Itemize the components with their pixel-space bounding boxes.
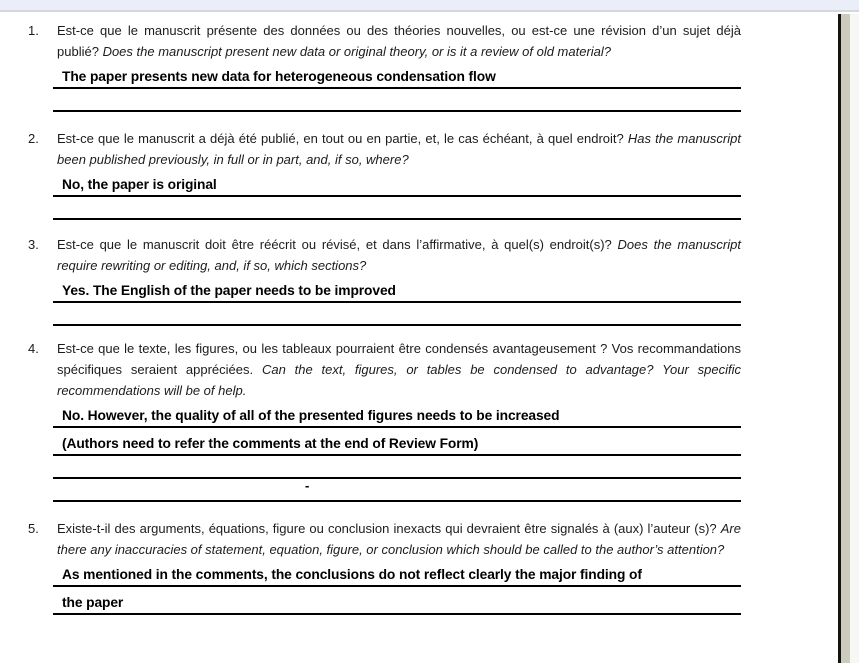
- question-number: 4.: [28, 341, 39, 356]
- answer-line[interactable]: No. However, the quality of all of the presented figures needs to be increased: [53, 403, 741, 428]
- review-form: [0, 14, 838, 615]
- question-number: 2.: [28, 131, 39, 146]
- question-number: 3.: [28, 237, 39, 252]
- question-text-french: Est-ce que le manuscrit a déjà été publié, en tout ou en partie, et, le cas échéant, à quel endroit?: [57, 131, 624, 146]
- question-text-english: Can the text, figures, or tables be condensed to advantage? Your specific recommendations will be of help.: [57, 362, 741, 398]
- question-block-3: [0, 234, 838, 326]
- question-text: [57, 20, 741, 62]
- blank-answer-line[interactable]: [53, 91, 741, 112]
- question-number: 5.: [28, 521, 39, 536]
- answer-line[interactable]: the paper: [53, 590, 741, 615]
- question-text-french: Est-ce que le texte, les figures, ou les tableaux pourraient être condensés avantageusement ? Vos recommandations spécifiques seraient appréciées.: [57, 341, 741, 377]
- stray-dash-mark: -: [305, 478, 310, 493]
- question-block-2: [0, 128, 838, 220]
- answer-line[interactable]: Yes. The English of the paper needs to be improved: [53, 278, 741, 303]
- question-text: [57, 234, 741, 276]
- workspace-background: [841, 14, 850, 663]
- blank-answer-line[interactable]: [53, 305, 741, 326]
- question-number: 1.: [28, 23, 39, 38]
- answer-line[interactable]: No, the paper is original: [53, 172, 741, 197]
- question-text-english: Has the manuscript been published previously, in full or in part, and, if so, where?: [57, 131, 741, 167]
- question-text: [57, 128, 741, 170]
- question-text: [57, 338, 741, 401]
- question-text-english: Does the manuscript require rewriting or editing, and, if so, which sections?: [57, 237, 741, 273]
- blank-answer-line[interactable]: [53, 458, 741, 479]
- question-block-4: [0, 338, 838, 502]
- answer-line[interactable]: As mentioned in the comments, the conclusions do not reflect clearly the major finding of: [53, 562, 741, 587]
- question-block-1: [0, 20, 838, 112]
- question-text-french: Est-ce que le manuscrit présente des données ou des théories nouvelles, ou est-ce une révision d’un sujet déjà publié?: [57, 23, 741, 59]
- document-page[interactable]: [0, 14, 838, 663]
- blank-answer-line[interactable]: [53, 478, 741, 502]
- scrollbar-track[interactable]: [850, 14, 859, 663]
- toolbar-bottom-strip: [0, 0, 859, 12]
- question-text-english: Does the manuscript present new data or original theory, or is it a review of old material?: [102, 44, 612, 59]
- question-text-french: Est-ce que le manuscrit doit être réécrit ou révisé, et dans l’affirmative, à quel(s) endroit(s)?: [57, 237, 612, 252]
- answer-line[interactable]: (Authors need to refer the comments at the end of Review Form): [53, 431, 741, 456]
- question-block-5: [0, 518, 838, 615]
- answer-line[interactable]: The paper presents new data for heterogeneous condensation flow: [53, 64, 741, 89]
- question-text-english: Are there any inaccuracies of statement, equation, figure, or conclusion which should be called to the author’s attention?: [57, 521, 741, 557]
- blank-answer-line[interactable]: [53, 199, 741, 220]
- question-text: [57, 518, 741, 560]
- question-text-french: Existe-t-il des arguments, équations, figure ou conclusion inexacts qui devraient être signalés à (aux) l’auteur (s)?: [57, 521, 717, 536]
